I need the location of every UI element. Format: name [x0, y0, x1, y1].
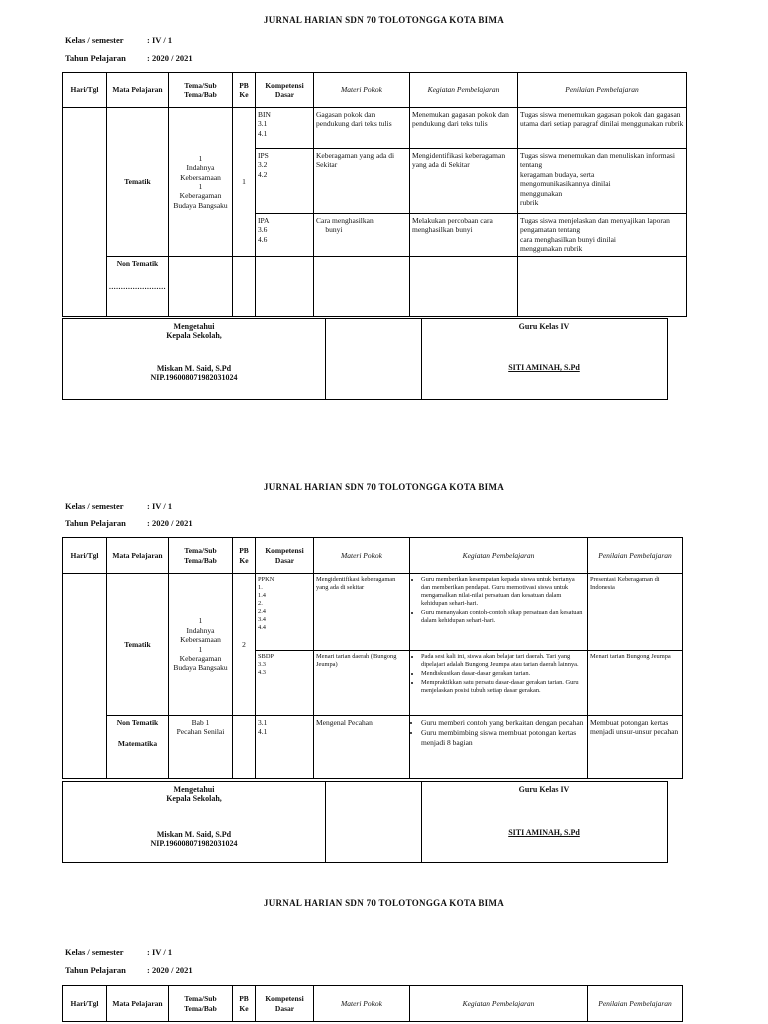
kepsek-block: [63, 319, 326, 399]
kd-cell: BIN 3.1 4.1: [256, 108, 314, 149]
journal-3-title: JURNAL HARIAN SDN 70 TOLOTONGGA KOTA BIMA: [263, 898, 505, 908]
guru-title: Guru Kelas IV: [518, 322, 570, 331]
kegiatan-cell: Melakukan percobaan cara menghasilkan bunyi: [410, 214, 518, 257]
penilaian-cell: Presentasi Keberagaman di Indonesia: [588, 574, 683, 651]
tahun-label: Tahun Pelajaran: [65, 518, 126, 528]
journal-1-tahun-row: [65, 53, 193, 63]
materi-cell: Cara menghasilkan bunyi: [314, 214, 410, 257]
materi-cell: Mengidentifikasi keberagaman yang ada di sekitar: [314, 574, 410, 651]
header-kegiatan: Kegiatan Pembelajaran: [410, 986, 588, 1022]
list-item: • Guru memberi contoh yang berkaitan dengan pecahan: [421, 718, 585, 727]
header-penilaian: Penilaian Pembelajaran: [518, 73, 687, 108]
tema-cell: 1 Indahnya Kebersamaan 1 Keberagaman Budaya Bangsaku: [169, 108, 233, 257]
kegiatan-cell: [410, 651, 588, 716]
header-kd: Kompetensi Dasar: [256, 986, 314, 1022]
hari-cell: [63, 108, 107, 317]
guru-block: [421, 319, 667, 399]
journal-3-table: [62, 985, 683, 1022]
penilaian-cell: Tugas siswa menemukan gagasan pokok dan gagasan utama dari setiap paragraf dinilai menggunakan rubrik: [518, 108, 687, 149]
empty-cell: [169, 257, 233, 317]
non-penilaian-cell: Membuat potongan kertas menjadi unsur-unsur pecahan: [588, 716, 683, 779]
header-hari: Hari/Tgl: [63, 73, 107, 108]
empty-cell: [233, 716, 256, 779]
header-mapel: Mata Pelajaran: [107, 538, 169, 574]
header-tema: Tema/Sub Tema/Bab: [169, 73, 233, 108]
non-kd-cell: 3.1 4.1: [256, 716, 314, 779]
header-hari: Hari/Tgl: [63, 986, 107, 1022]
journal-2-kelas-row: [65, 501, 172, 511]
non-tematik-mapel: Matematika: [117, 739, 158, 749]
header-penilaian: Penilaian Pembelajaran: [588, 986, 683, 1022]
header-materi: Materi Pokok: [314, 538, 410, 574]
kegiatan-cell: Menemukan gagasan pokok dan pendukung dari teks tulis: [410, 108, 518, 149]
empty-cell: [410, 257, 518, 317]
pb-cell: 2: [233, 574, 256, 716]
penilaian-cell: Tugas siswa menjelaskan dan menyajikan laporan pengamatan tentang cara menghasilkan bunyi dinilai menggunakan rubrik: [518, 214, 687, 257]
header-materi: Materi Pokok: [314, 986, 410, 1022]
journal-2-signature: [62, 781, 668, 863]
guru-title: Guru Kelas IV: [518, 785, 570, 794]
empty-cell: [233, 257, 256, 317]
non-tematik-dots: ........................: [109, 282, 166, 292]
mengetahui-text: Mengetahui: [173, 785, 215, 794]
kepsek-nip: NIP.196008071982031024: [150, 839, 238, 848]
header-pb: PB Ke: [233, 73, 256, 108]
list-item: • Guru membimbing siswa membuat potongan kertas menjadi 8 bagian: [421, 728, 585, 747]
journal-1-signature: [62, 318, 668, 400]
table-row-non-tematik: [63, 257, 687, 317]
journal-1-kelas-row: [65, 35, 172, 45]
tahun-label: Tahun Pelajaran: [65, 53, 126, 63]
kd-cell: IPS 3.2 4.2: [256, 149, 314, 214]
kepsek-name: Miskan M. Said, S.Pd: [156, 830, 232, 839]
header-mapel: Mata Pelajaran: [107, 986, 169, 1022]
table-row: [63, 574, 683, 651]
kelas-label: Kelas / semester: [65, 947, 124, 957]
penilaian-cell: Tugas siswa menemukan dan menuliskan informasi tentang keragaman budaya, serta mengomunikasikannya dinilai menggunakan rubrik: [518, 149, 687, 214]
tahun-value: : 2020 / 2021: [147, 53, 193, 63]
guru-block: [421, 782, 667, 862]
header-kegiatan: Kegiatan Pembelajaran: [410, 538, 588, 574]
tahun-value: : 2020 / 2021: [147, 518, 193, 528]
list-item: • Pada sesi kali ini, siswa akan belajar tari daerah. Tari yang dipelajari adalah Bungong Jeumpa atau tarian daerah lainnya.: [421, 653, 585, 669]
header-mapel: Mata Pelajaran: [107, 73, 169, 108]
materi-cell: Menari tarian daerah (Bungong Jeumpa): [314, 651, 410, 716]
kelas-label: Kelas / semester: [65, 501, 124, 511]
header-pb: PB Ke: [233, 986, 256, 1022]
empty-cell: [518, 257, 687, 317]
journal-3-kelas-row: [65, 947, 172, 957]
kd-cell: PPKN 1. 1.4 2. 2.4 3.4 4.4: [256, 574, 314, 651]
kelas-value: : IV / 1: [147, 947, 173, 957]
journal-1-table: [62, 72, 687, 317]
guru-name: SITI AMINAH, S.Pd: [508, 363, 580, 372]
signature-spacer: [325, 319, 422, 399]
header-kd: Kompetensi Dasar: [256, 538, 314, 574]
kd-cell: SBDP 3.3 4.3: [256, 651, 314, 716]
kelas-value: : IV / 1: [147, 35, 173, 45]
table-row: [63, 108, 687, 149]
materi-cell: Gagasan pokok dan pendukung dari teks tulis: [314, 108, 410, 149]
non-tematik-label: Non Tematik: [116, 718, 159, 727]
header-pb: PB Ke: [233, 538, 256, 574]
journal-3-tahun-row: [65, 965, 193, 975]
hari-cell: [63, 574, 107, 779]
list-item: • Guru memberikan kesempatan kepada siswa untuk bertanya dan memberikan pendapat. Guru memotivasi siswa untuk mengamalkan nilai-nilai persatuan dan kesatuan dalam kehidupan sehari-hari.: [421, 576, 585, 608]
non-tematik-label: Non Tematik: [116, 259, 159, 268]
non-tema-cell: Bab 1 Pecahan Senilai: [169, 716, 233, 779]
journal-2-table: [62, 537, 683, 779]
table-header-row: [63, 73, 687, 108]
tema-cell: 1 Indahnya Kebersamaan 1 Keberagaman Budaya Bangsaku: [169, 574, 233, 716]
kepsek-title: Kepala Sekolah,: [166, 794, 222, 803]
empty-cell: [256, 257, 314, 317]
header-materi: Materi Pokok: [314, 73, 410, 108]
header-kd: Kompetensi Dasar: [256, 73, 314, 108]
header-penilaian: Penilaian Pembelajaran: [588, 538, 683, 574]
kepsek-title: Kepala Sekolah,: [166, 331, 222, 340]
empty-cell: [314, 257, 410, 317]
table-header-row: [63, 538, 683, 574]
table-header-row: [63, 986, 683, 1022]
materi-cell: Keberagaman yang ada di Sekitar: [314, 149, 410, 214]
kepsek-name: Miskan M. Said, S.Pd: [156, 364, 232, 373]
table-row-non-tematik: [63, 716, 683, 779]
kegiatan-cell: Mengidentifikasi keberagaman yang ada di Sekitar: [410, 149, 518, 214]
tahun-label: Tahun Pelajaran: [65, 965, 126, 975]
mengetahui-text: Mengetahui: [173, 322, 215, 331]
kegiatan-cell: [410, 574, 588, 651]
header-kegiatan: Kegiatan Pembelajaran: [410, 73, 518, 108]
header-tema: Tema/Sub Tema/Bab: [169, 986, 233, 1022]
signature-spacer: [325, 782, 422, 862]
non-tematik-cell: [107, 716, 169, 779]
kepsek-block: [63, 782, 326, 862]
mapel-cell: Tematik: [107, 574, 169, 716]
penilaian-cell: Menari tarian Bungong Jeumpa: [588, 651, 683, 716]
kepsek-nip: NIP.196008071982031024: [150, 373, 238, 382]
mapel-cell: Tematik: [107, 108, 169, 257]
journal-2-tahun-row: [65, 518, 193, 528]
tahun-value: : 2020 / 2021: [147, 965, 193, 975]
non-kegiatan-cell: [410, 716, 588, 779]
kd-cell: IPA 3.6 4.6: [256, 214, 314, 257]
header-tema: Tema/Sub Tema/Bab: [169, 538, 233, 574]
non-materi-cell: Mengenal Pecahan: [314, 716, 410, 779]
journal-2-title: JURNAL HARIAN SDN 70 TOLOTONGGA KOTA BIMA: [263, 482, 505, 492]
non-tematik-cell: [107, 257, 169, 317]
guru-name: SITI AMINAH, S.Pd: [508, 828, 580, 837]
list-item: • Mendiskusikan dasar-dasar gerakan tarian.: [421, 670, 585, 678]
pb-cell: 1: [233, 108, 256, 257]
list-item: • Mempraktikkan satu persatu dasar-dasar gerakan tarian. Guru menjelaskan posisi tubuh setiap dasar gerakan.: [421, 679, 585, 695]
list-item: • Guru menanyakan contoh-contoh sikap persatuan dan kesatuan dalam kehidupan sehari-hari.: [421, 609, 585, 625]
kelas-label: Kelas / semester: [65, 35, 124, 45]
header-hari: Hari/Tgl: [63, 538, 107, 574]
kelas-value: : IV / 1: [147, 501, 173, 511]
journal-1-title: JURNAL HARIAN SDN 70 TOLOTONGGA KOTA BIMA: [263, 15, 505, 25]
